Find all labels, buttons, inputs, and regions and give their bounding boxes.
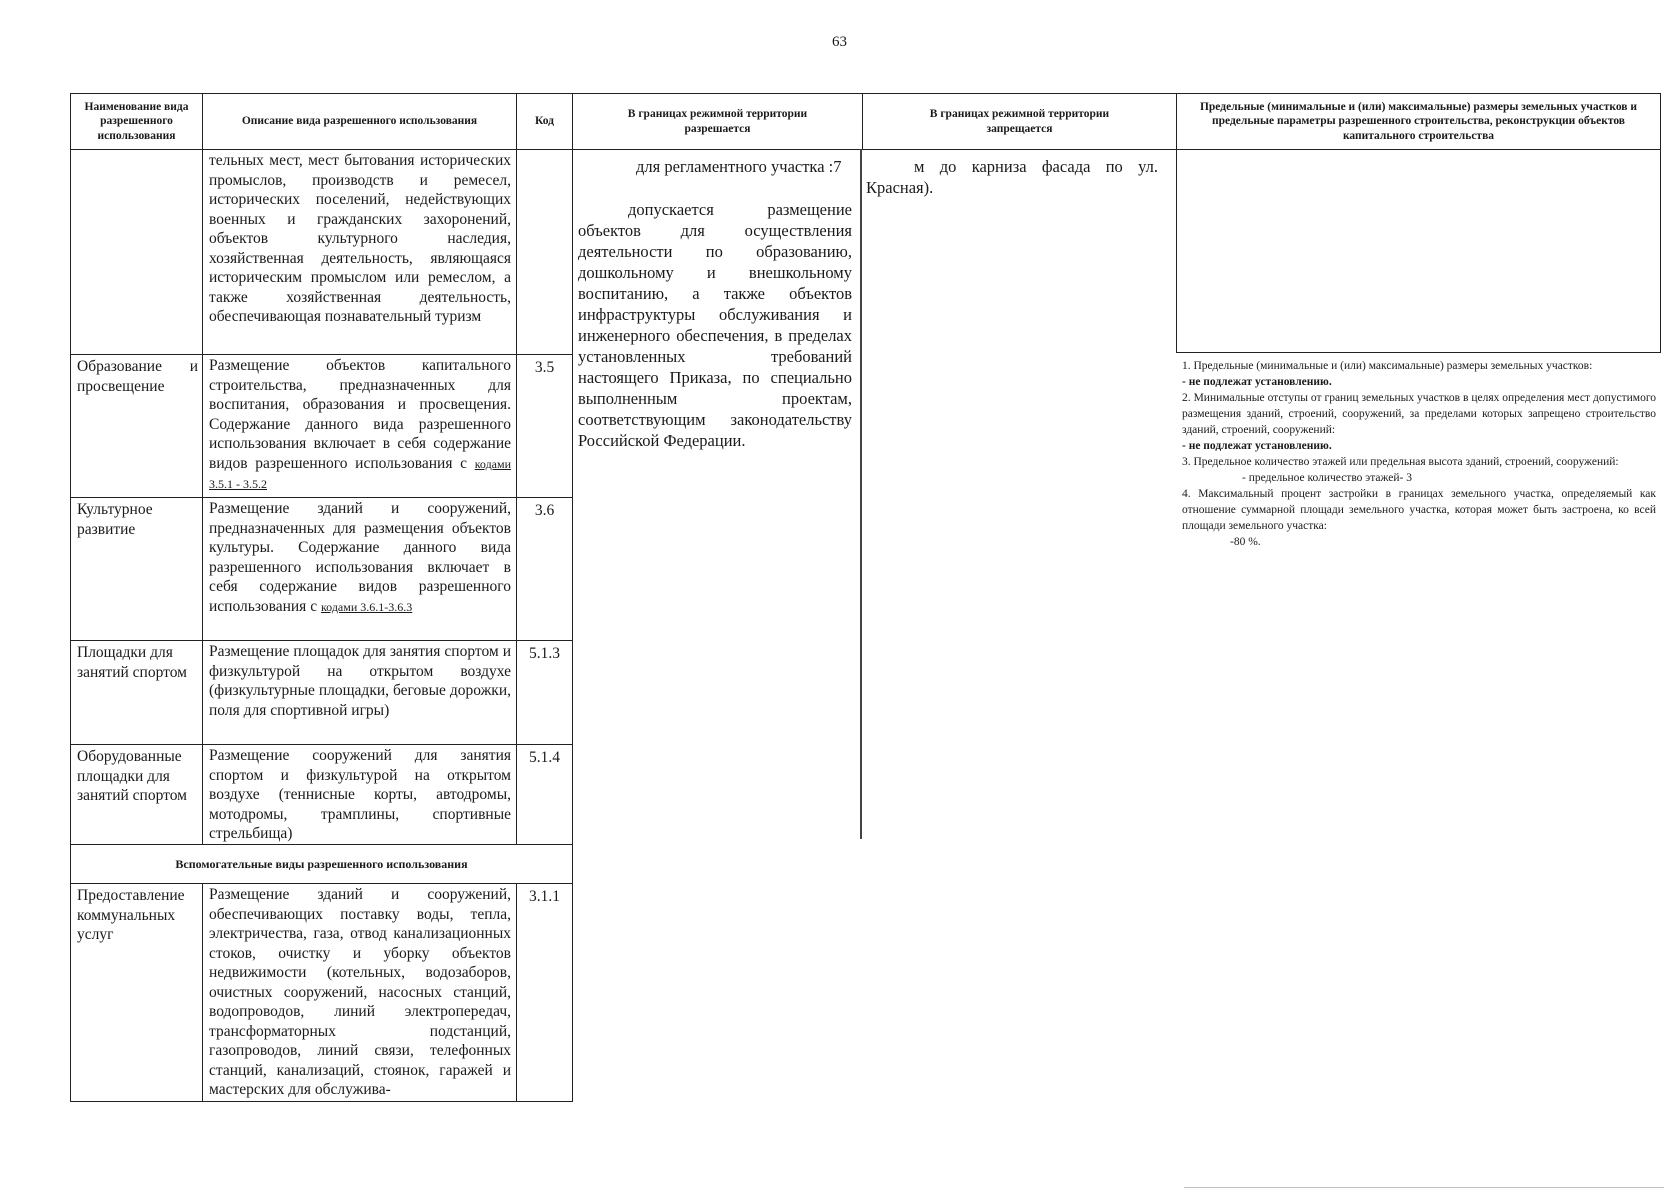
row-2-description-text: Размещение зданий и сооружений, предназначенных для размещения объектов культуры. Содержание данного вида разрешенного использования включает в себя содержание видов разрешенного использования с: [209, 500, 511, 615]
header-description: Описание вида разрешенного использования: [202, 93, 517, 150]
row-2-code: 3.6: [516, 497, 573, 641]
row-5-description: Размещение зданий и сооружений, обеспечивающих поставку воды, тепла, электричества, газа, отвод канализационных стоков, очистку и уборку объектов недвижимости (котельных, водозаборов, очистных сооружений, насосных станций, водопроводов, линий электропередач, трансформаторных подстанций, газопроводов, линий связи, телефонных станций, канализаций, стоянок, гаражей и мастерских для обслужива-: [202, 883, 517, 1102]
header-forbidden: В границах режимной территории запрещается: [862, 93, 1177, 150]
allowed-text-1: для регламентного участка :7: [636, 157, 842, 176]
header-limits: Предельные (минимальные и (или) максимальные) размеры земельных участков и предельные параметры разрешенного строительства, реконструкции объектов капитального строительства: [1176, 93, 1661, 150]
row-5-name: Предоставление коммунальных услуг: [70, 883, 203, 1102]
limits-p4: 4. Максимальный процент застройки в границах земельного участка, определяемый как отношение суммарной площади земельного участка, которая может быть застроена, ко всей площади земельного участка:: [1182, 488, 1656, 532]
limits-p4-value: -80 %.: [1230, 536, 1261, 548]
limits-p3-value: - предельное количество этажей- 3: [1242, 472, 1413, 484]
allowed-column-border: [860, 149, 862, 839]
page-number: 63: [832, 34, 847, 50]
limits-text: [1182, 358, 1656, 550]
row-1-description: [202, 354, 517, 498]
row-1-name: Образование и просвещение: [70, 354, 203, 498]
limits-p3: 3. Предельное количество этажей или предельная высота зданий, строений, сооружений:: [1182, 456, 1619, 468]
allowed-text-2: допускается размещение объектов для осуществления деятельности по образованию, дошкольному и внешкольному воспитанию, а также объектов инфраструктуры обслуживания и инженерного обеспечения, в пределах установленных требований настоящего Приказа, по специально выполненным проектам, соответствующим законодательству Российской Федерации.: [578, 200, 852, 450]
row-3-code: 5.1.3: [516, 640, 573, 745]
limits-p2: 2. Минимальные отступы от границ земельных участков в целях определения мест допустимого размещения зданий, строений, сооружений, за пределами которых запрещено строительство зданий, строений, сооружений:: [1182, 392, 1656, 436]
row-4-name: Оборудованные площадки для занятий спортом: [70, 744, 203, 845]
row-1-description-text: Размещение объектов капитального строительства, предназначенных для воспитания, образования и просвещения. Содержание данного вида разрешенного использования включает в себя содержание видов разрешенного использования с: [209, 357, 511, 472]
header-code: Код: [516, 93, 573, 150]
limits-p1: 1. Предельные (минимальные и (или) максимальные) размеры земельных участков:: [1182, 360, 1593, 372]
row-1-code-link[interactable]: кодами 3.5.1 - 3.5.2: [209, 456, 512, 491]
row-1-code: 3.5: [516, 354, 573, 498]
limits-p2-value: - не подлежат установлению.: [1182, 440, 1332, 452]
row-2-name: Культурное развитие: [70, 497, 203, 641]
row-0-name: [70, 149, 203, 355]
row-3-name: Площадки для занятий спортом: [70, 640, 203, 745]
scan-edge-line: [1184, 1187, 1664, 1188]
row-4-code: 5.1.4: [516, 744, 573, 845]
row-0-code: [516, 149, 573, 355]
limits-box: [1176, 149, 1661, 353]
row-4-description: Размещение сооружений для занятия спортом и физкультурой на открытом воздухе (теннисные корты, автодромы, мотодромы, трамплины, спортивные стрельбища): [202, 744, 517, 845]
row-2-description: [202, 497, 517, 641]
row-0-description: тельных мест, мест бытования исторических промыслов, производств и ремесел, исторических поселений, недействующих военных и гражданских захоронений, объектов культурного наследия, хозяйственная деятельность, являющаяся историческим промыслом или ремеслом, а также хозяйственная деятельность, обеспечивающая познавательный туризм: [202, 149, 517, 355]
header-name: Наименование вида разрешенного использования: [70, 93, 203, 150]
row-3-description: Размещение площадок для занятия спортом и физкультурой на открытом воздухе (физкультурные площадки, беговые дорожки, поля для спортивной игры): [202, 640, 517, 745]
limits-p1-value: - не подлежат установлению.: [1182, 376, 1332, 388]
auxiliary-heading: Вспомогательные виды разрешенного использования: [70, 844, 573, 884]
header-allowed: В границах режимной территории разрешается: [572, 93, 863, 150]
row-2-code-link[interactable]: кодами 3.6.1-3.6.3: [320, 599, 413, 614]
row-5-code: 3.1.1: [516, 883, 573, 1102]
forbidden-text: м до карниза фасада по ул. Красная).: [866, 157, 1158, 197]
